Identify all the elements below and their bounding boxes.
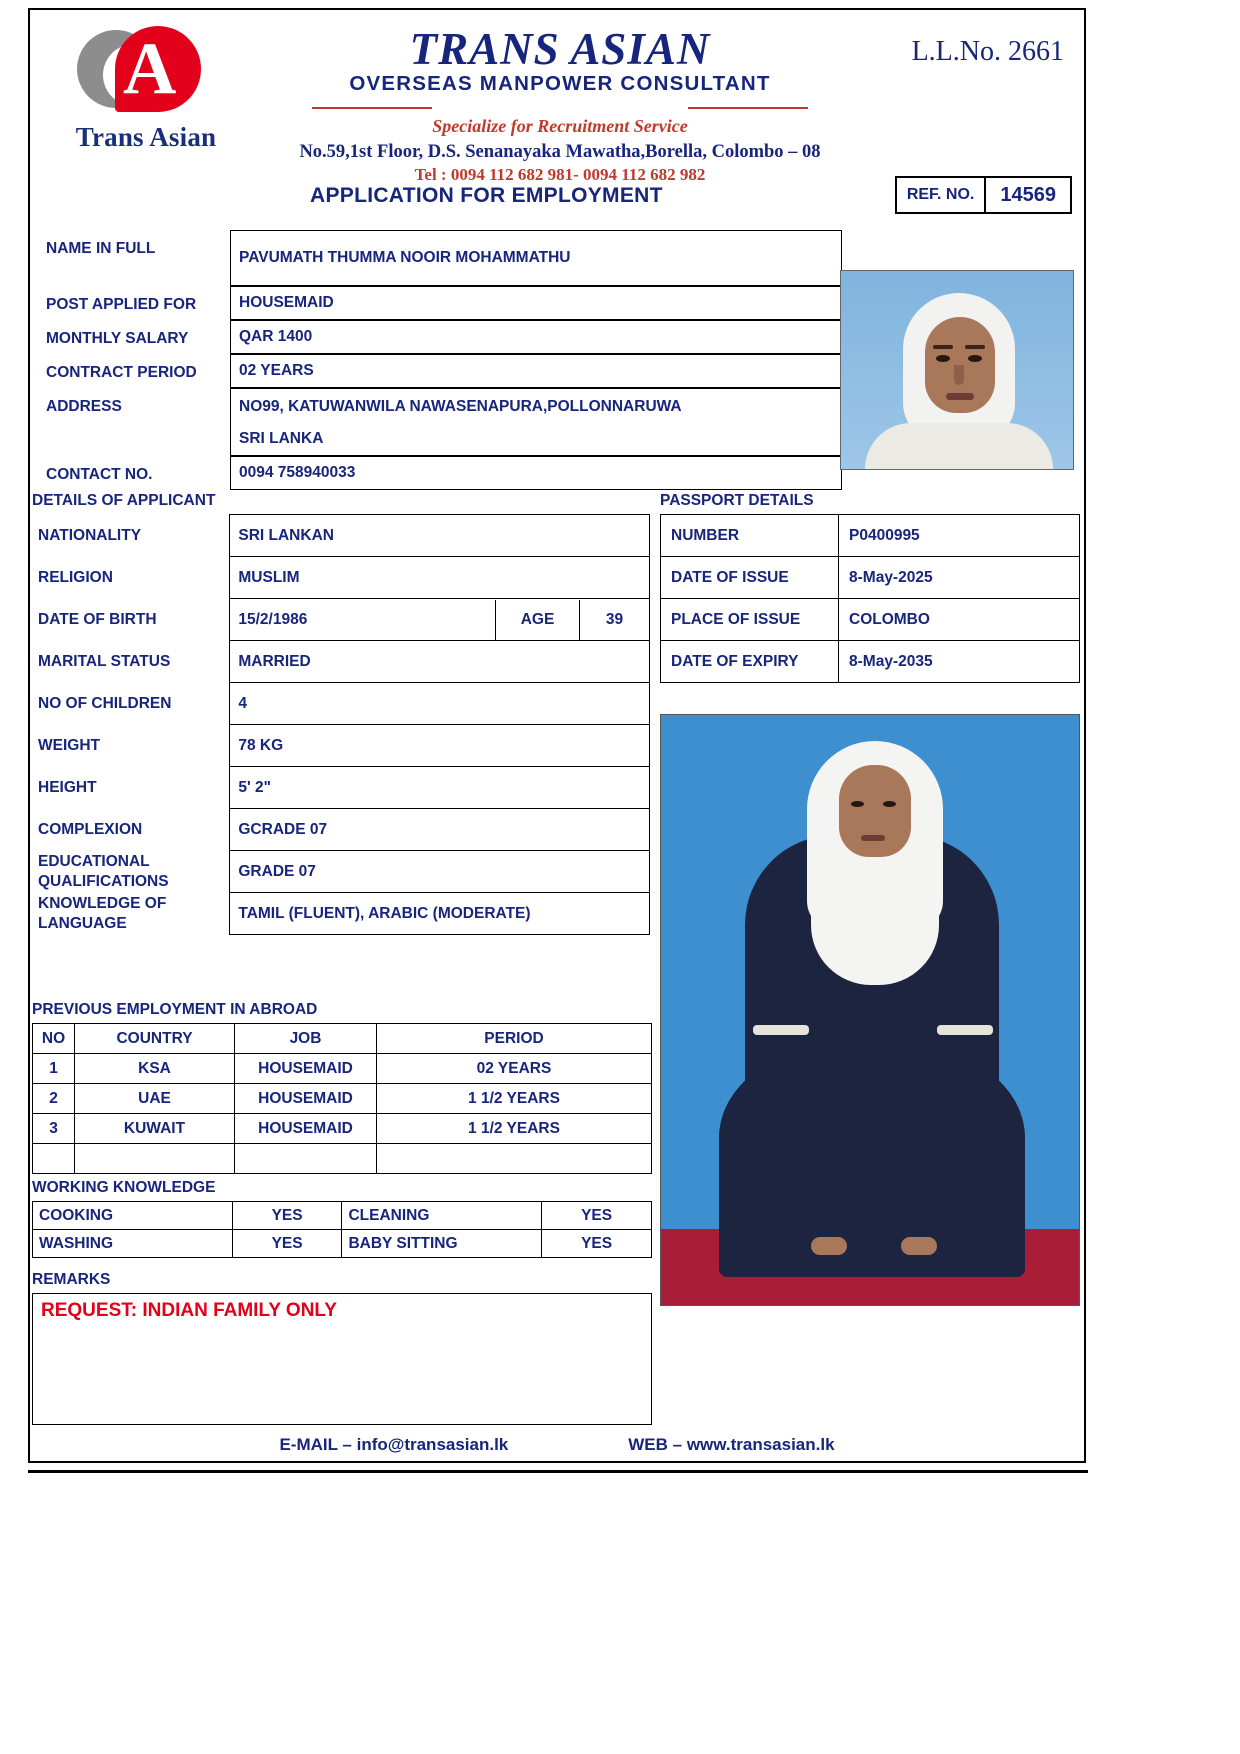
table-row	[30, 599, 650, 641]
label-date-of-expiry: DATE OF EXPIRY	[661, 641, 839, 683]
value-place-of-issue: COLOMBO	[839, 599, 1080, 641]
cell-period: 02 YEARS	[377, 1054, 652, 1084]
company-tagline: Specialize for Recruitment Service	[432, 116, 688, 136]
value-date-of-birth: 15/2/1986	[238, 610, 308, 628]
company-subtitle: OVERSEAS MANPOWER CONSULTANT	[349, 72, 771, 95]
label-educational-qualifications: EDUCATIONAL QUALIFICATIONS	[38, 852, 169, 890]
table-row	[30, 725, 650, 767]
table-row	[33, 1054, 652, 1084]
label-date-of-issue: DATE OF ISSUE	[661, 557, 839, 599]
license-number: L.L.No. 2661	[911, 36, 1064, 67]
value-cleaning: YES	[542, 1202, 652, 1230]
logo-mark-icon: A	[71, 24, 221, 120]
cell-no: 3	[33, 1114, 75, 1144]
value-religion: MUSLIM	[230, 557, 650, 599]
label-weight: WEIGHT	[38, 736, 100, 754]
cell-country: KUWAIT	[75, 1114, 235, 1144]
company-logo	[46, 24, 246, 172]
table-row	[30, 893, 650, 935]
address-line-1: NO99, KATUWANWILA NAWASENAPURA,POLLONNARUWA	[239, 398, 682, 415]
footer-web: WEB – www.transasian.lk	[628, 1435, 835, 1454]
value-no-of-children: 4	[230, 683, 650, 725]
label-washing: WASHING	[33, 1230, 233, 1258]
section-title-passport: PASSPORT DETAILS	[660, 492, 814, 509]
document-footer	[30, 1435, 1084, 1455]
cell-no	[33, 1144, 75, 1174]
label-place-of-issue: PLACE OF ISSUE	[661, 599, 839, 641]
table-row	[33, 1230, 652, 1258]
field-contact-no: 0094 758940033	[230, 456, 842, 490]
value-washing: YES	[232, 1230, 342, 1258]
cell-job	[235, 1144, 377, 1174]
label-complexion: COMPLEXION	[38, 820, 143, 838]
cell-no: 1	[33, 1054, 75, 1084]
company-address: No.59,1st Floor, D.S. Senanayaka Mawatha,Borella, Colombo – 08	[299, 142, 821, 162]
column-job: JOB	[235, 1024, 377, 1054]
value-knowledge-of-language: TAMIL (FLUENT), ARABIC (MODERATE)	[230, 893, 650, 935]
remarks-text: REQUEST: INDIAN FAMILY ONLY	[41, 1300, 337, 1321]
label-name-in-full: NAME IN FULL	[46, 240, 156, 257]
section-title-previous-employment: PREVIOUS EMPLOYMENT IN ABROAD	[32, 1001, 318, 1018]
label-nationality: NATIONALITY	[38, 526, 142, 544]
section-title-remarks: REMARKS	[32, 1271, 111, 1288]
section-title-working-knowledge: WORKING KNOWLEDGE	[32, 1179, 216, 1196]
field-address	[230, 388, 842, 456]
identity-block	[30, 228, 1084, 488]
cell-country	[75, 1144, 235, 1174]
cell-job: HOUSEMAID	[235, 1114, 377, 1144]
remarks-box	[32, 1293, 652, 1425]
working-knowledge-section	[30, 1179, 1084, 1271]
remarks-section	[30, 1271, 1084, 1431]
cell-country: UAE	[75, 1084, 235, 1114]
value-cooking: YES	[232, 1202, 342, 1230]
address-line-2: SRI LANKA	[239, 430, 324, 447]
table-row	[30, 851, 650, 893]
table-row	[33, 1114, 652, 1144]
table-row	[30, 809, 650, 851]
label-date-of-birth: DATE OF BIRTH	[38, 610, 157, 628]
working-knowledge-table	[32, 1201, 652, 1258]
applicant-details-table	[30, 514, 650, 935]
value-baby-sitting: YES	[542, 1230, 652, 1258]
cell-job: HOUSEMAID	[235, 1054, 377, 1084]
value-complexion: GCRADE 07	[230, 809, 650, 851]
cell-period: 1 1/2 YEARS	[377, 1114, 652, 1144]
table-row	[661, 599, 1080, 641]
table-row	[33, 1202, 652, 1230]
value-date-of-issue: 8-May-2025	[839, 557, 1080, 599]
column-period: PERIOD	[377, 1024, 652, 1054]
value-date-of-expiry: 8-May-2035	[839, 641, 1080, 683]
label-contact-no: CONTACT NO.	[46, 466, 153, 483]
label-cooking: COOKING	[33, 1202, 233, 1230]
table-row	[661, 515, 1080, 557]
value-weight: 78 KG	[230, 725, 650, 767]
value-height: 5' 2"	[230, 767, 650, 809]
passport-details-table	[660, 514, 1080, 683]
company-phone: Tel : 0094 112 682 981- 0094 112 682 982	[414, 165, 706, 184]
label-passport-number: NUMBER	[661, 515, 839, 557]
applicant-portrait-photo	[840, 270, 1074, 470]
field-monthly-salary: QAR 1400	[230, 320, 842, 354]
label-marital-status: MARITAL STATUS	[38, 652, 171, 670]
previous-employment-table	[32, 1023, 652, 1174]
label-religion: RELIGION	[38, 568, 113, 586]
column-no: NO	[33, 1024, 75, 1054]
value-date-of-birth-cell	[230, 599, 650, 641]
ref-value: 14569	[1000, 183, 1056, 206]
bottom-divider	[28, 1470, 1088, 1473]
document-header	[30, 10, 1084, 184]
value-passport-number: P0400995	[839, 515, 1080, 557]
previous-employment-section	[30, 1001, 1084, 1179]
table-row	[30, 683, 650, 725]
company-block	[240, 26, 880, 186]
details-section	[30, 492, 1084, 997]
field-post-applied: HOUSEMAID	[230, 286, 842, 320]
table-row	[30, 557, 650, 599]
logo-wordmark: Trans Asian	[75, 122, 217, 152]
table-row	[661, 557, 1080, 599]
cell-no: 2	[33, 1084, 75, 1114]
label-contract-period: CONTRACT PERIOD	[46, 364, 197, 381]
ref-label: REF. NO.	[897, 178, 987, 212]
table-row	[33, 1144, 652, 1174]
value-educational-qualifications: GRADE 07	[230, 851, 650, 893]
label-monthly-salary: MONTHLY SALARY	[46, 330, 189, 347]
label-baby-sitting: BABY SITTING	[342, 1230, 542, 1258]
cell-country: KSA	[75, 1054, 235, 1084]
label-post-applied: POST APPLIED FOR	[46, 296, 197, 313]
title-row	[30, 178, 1084, 224]
value-nationality: SRI LANKAN	[230, 515, 650, 557]
footer-email: E-MAIL – info@transasian.lk	[279, 1435, 509, 1454]
table-row	[33, 1084, 652, 1114]
field-contract-period: 02 YEARS	[230, 354, 842, 388]
reference-box	[895, 176, 1072, 214]
page-title: APPLICATION FOR EMPLOYMENT	[310, 184, 663, 207]
cell-period	[377, 1144, 652, 1174]
label-no-of-children: NO OF CHILDREN	[38, 694, 172, 712]
label-height: HEIGHT	[38, 778, 97, 796]
table-row	[661, 641, 1080, 683]
value-age: 39	[579, 600, 649, 640]
table-row	[30, 641, 650, 683]
application-form-page	[28, 8, 1086, 1463]
cell-period: 1 1/2 YEARS	[377, 1084, 652, 1114]
label-knowledge-of-language: KNOWLEDGE OF LANGUAGE	[38, 894, 167, 932]
section-title-applicant: DETAILS OF APPLICANT	[32, 492, 216, 509]
table-header-row	[33, 1024, 652, 1054]
table-row	[30, 767, 650, 809]
table-row	[30, 515, 650, 557]
label-age: AGE	[495, 600, 579, 640]
value-marital-status: MARRIED	[230, 641, 650, 683]
label-cleaning: CLEANING	[342, 1202, 542, 1230]
field-name-in-full: PAVUMATH THUMMA NOOIR MOHAMMATHU	[230, 230, 842, 286]
cell-job: HOUSEMAID	[235, 1084, 377, 1114]
company-name: TRANS ASIAN	[409, 24, 711, 74]
label-address: ADDRESS	[46, 398, 122, 415]
column-country: COUNTRY	[75, 1024, 235, 1054]
